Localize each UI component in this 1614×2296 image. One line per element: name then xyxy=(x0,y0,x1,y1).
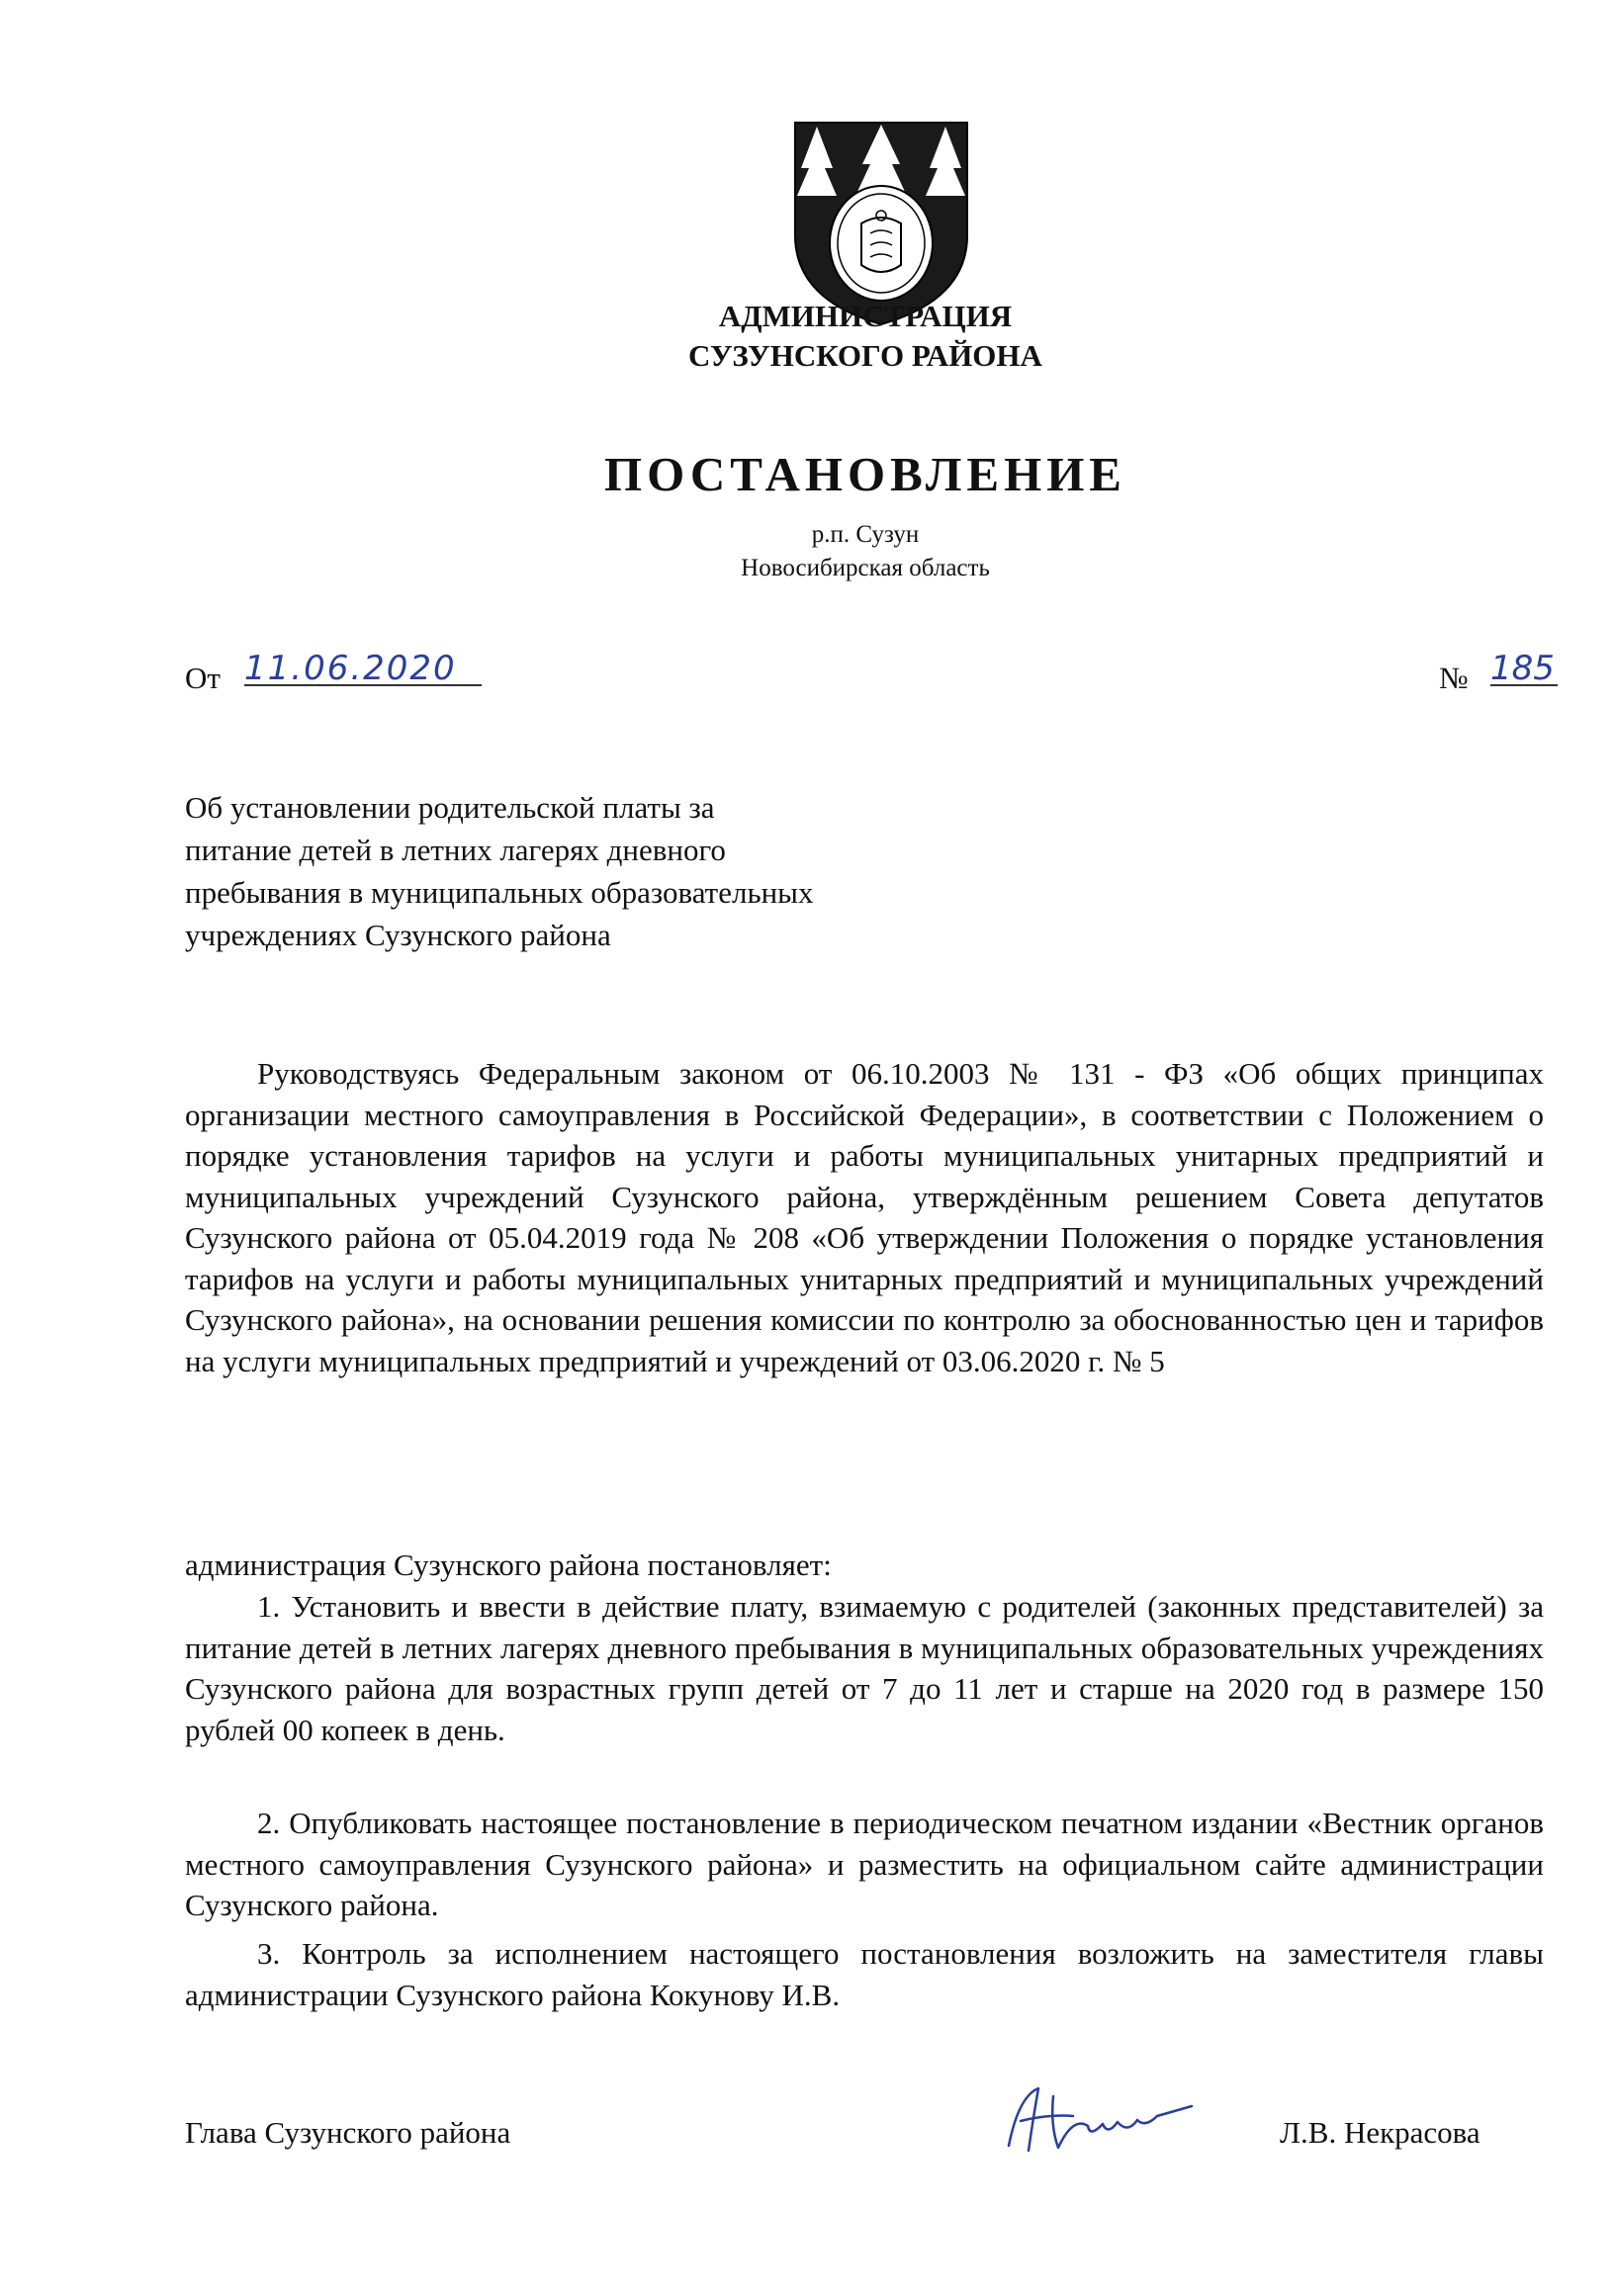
number-prefix: № xyxy=(1439,661,1469,695)
document-subject xyxy=(185,786,996,956)
item-paragraph: 1. Установить и ввести в действие плату, взимаемую с родителей (законных представителей) за питание детей в летних лагерях дневного пребывания в муниципальных образовательных учреждениях Сузунского района для возрастных групп детей от 7 до 11 лет и старше на 2020 год в размере 150 рублей 00 копеек в день. xyxy=(185,1589,1544,1747)
subject-line: Об установлении родительской платы за xyxy=(185,790,715,825)
place-region: Новосибирская область xyxy=(741,555,990,581)
signatory-position: Глава Сузунского района xyxy=(185,2115,511,2150)
subject-line: пребывания в муниципальных образовательных xyxy=(185,875,814,910)
document-type-title: ПОСТАНОВЛЕНИЕ xyxy=(604,447,1126,501)
subject-line: учреждениях Сузунского района xyxy=(185,918,611,952)
decides-line: администрация Сузунского района постановляет: xyxy=(185,1547,832,1582)
signatory-name: Л.В. Некрасова xyxy=(1280,2115,1480,2150)
place-settlement: р.п. Сузун xyxy=(811,521,920,548)
org-name-line2: СУЗУНСКОГО РАЙОНА xyxy=(688,338,1042,373)
item-paragraph: 2. Опубликовать настоящее постановление в периодическом печатном издании «Вестник органов местного самоуправления Сузунского района» и разместить на официальном сайте администрации Сузунского района. xyxy=(185,1806,1544,1922)
org-name-line1: АДМИНИСТРАЦИЯ xyxy=(718,299,1013,333)
handwritten-signature xyxy=(979,2076,1207,2165)
date-row xyxy=(185,649,457,698)
number-row xyxy=(1439,649,1555,698)
preamble-paragraph: Руководствуясь Федеральным законом от 06.10.2003 № 131 - ФЗ «Об общих принципах организации местного самоуправления в Российской Федерации», в соответствии с Положением о порядке установления тарифов на услуги и работы муниципальных унитарных предприятий и муниципальных учреждений Сузунского района, утверждённым решением Совета депутатов Сузунского района от 05.04.2019 года № 208 «Об утверждении Положения о порядке установления тарифов на услуги и работы муниципальных унитарных предприятий и муниципальных учреждений Сузунского района», на основании решения комиссии по контролю за обоснованностью цен и тарифов на услуги муниципальных предприятий и учреждений от 03.06.2020 г. № 5 xyxy=(185,1056,1544,1378)
number-handwritten: 185 xyxy=(1490,649,1558,686)
item-paragraph: 3. Контроль за исполнением настоящего постановления возложить на заместителя главы администрации Сузунского района Кокунову И.В. xyxy=(185,1936,1544,2012)
date-handwritten: 11.06.2020 xyxy=(244,649,482,686)
date-prefix: От xyxy=(185,661,221,695)
subject-line: питание детей в летних лагерях дневного xyxy=(185,833,726,867)
